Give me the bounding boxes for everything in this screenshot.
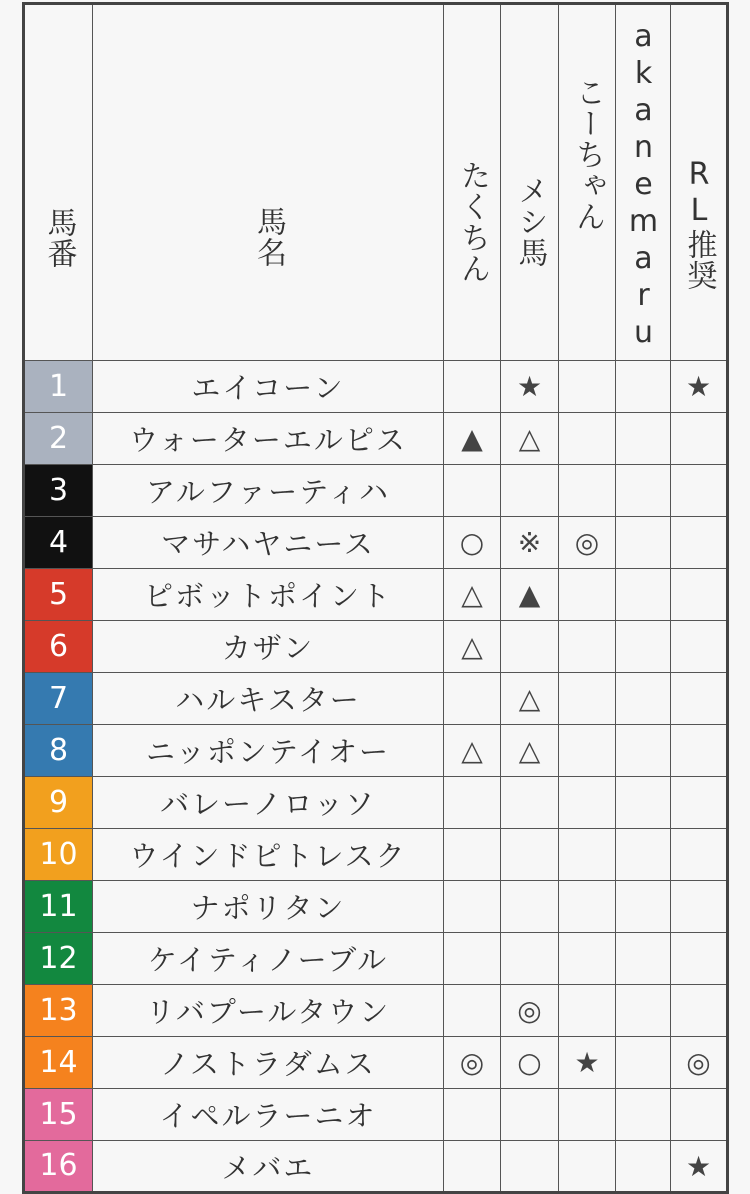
prediction-mark-cell: ◎ <box>559 517 616 569</box>
header-horse-number: 馬番 <box>24 4 93 361</box>
prediction-mark-cell <box>559 777 616 829</box>
horse-name-cell: アルファーティハ <box>93 465 444 517</box>
table-row <box>24 465 728 517</box>
prediction-mark-cell <box>444 985 501 1037</box>
prediction-mark-cell <box>559 829 616 881</box>
prediction-mark-cell: △ <box>501 725 559 777</box>
prediction-mark-cell: ★ <box>671 1141 728 1193</box>
horse-name-cell: ウインドピトレスク <box>93 829 444 881</box>
prediction-mark-cell <box>444 829 501 881</box>
prediction-mark-cell <box>444 777 501 829</box>
table-row <box>24 933 728 985</box>
prediction-mark-cell: ▲ <box>444 413 501 465</box>
prediction-mark-cell <box>616 517 671 569</box>
table-row <box>24 569 728 621</box>
prediction-mark-cell <box>616 413 671 465</box>
prediction-mark-cell <box>501 1141 559 1193</box>
horse-number-cell: 8 <box>24 725 93 777</box>
horse-name-cell: ナポリタン <box>93 881 444 933</box>
prediction-mark-cell <box>616 1037 671 1089</box>
horse-name-cell: マサハヤニース <box>93 517 444 569</box>
horse-name-cell: エイコーン <box>93 361 444 413</box>
horse-number-cell: 14 <box>24 1037 93 1089</box>
prediction-mark-cell <box>559 621 616 673</box>
horse-name-cell: ハルキスター <box>93 673 444 725</box>
horse-number-cell: 7 <box>24 673 93 725</box>
header-predictor-kochan: こーちゃん <box>559 4 616 361</box>
prediction-mark-cell: △ <box>444 725 501 777</box>
horse-rows <box>24 361 728 1193</box>
horse-name-cell: メバエ <box>93 1141 444 1193</box>
prediction-mark-cell <box>501 777 559 829</box>
prediction-mark-cell <box>444 361 501 413</box>
horse-number-cell: 15 <box>24 1089 93 1141</box>
prediction-mark-cell <box>616 881 671 933</box>
prediction-mark-cell <box>616 1141 671 1193</box>
horse-number-cell: 9 <box>24 777 93 829</box>
table-row <box>24 413 728 465</box>
prediction-mark-cell: ○ <box>501 1037 559 1089</box>
header-predictor-akanemaru: akanemaru <box>616 4 671 361</box>
horse-name-cell: ピボットポイント <box>93 569 444 621</box>
horse-name-cell: ケイティノーブル <box>93 933 444 985</box>
prediction-mark-cell <box>444 673 501 725</box>
horse-number-cell: 1 <box>24 361 93 413</box>
prediction-mark-cell <box>616 985 671 1037</box>
table-row <box>24 829 728 881</box>
prediction-mark-cell <box>444 933 501 985</box>
horse-number-cell: 12 <box>24 933 93 985</box>
prediction-mark-cell: ○ <box>444 517 501 569</box>
horse-name-cell: ニッポンテイオー <box>93 725 444 777</box>
prediction-mark-cell <box>501 621 559 673</box>
header-predictor-meshiuma: メシ馬 <box>501 4 559 361</box>
horse-number-cell: 4 <box>24 517 93 569</box>
table-row <box>24 1141 728 1193</box>
prediction-mark-cell: ◎ <box>671 1037 728 1089</box>
prediction-mark-cell <box>559 569 616 621</box>
prediction-mark-cell <box>559 465 616 517</box>
table-row <box>24 881 728 933</box>
horse-number-cell: 5 <box>24 569 93 621</box>
prediction-mark-cell <box>671 621 728 673</box>
prediction-mark-cell <box>559 413 616 465</box>
horse-name-cell: ウォーターエルピス <box>93 413 444 465</box>
prediction-mark-cell: △ <box>501 413 559 465</box>
prediction-mark-cell <box>559 673 616 725</box>
prediction-mark-cell <box>671 933 728 985</box>
horse-name-cell: バレーノロッソ <box>93 777 444 829</box>
prediction-mark-cell <box>559 985 616 1037</box>
prediction-mark-cell <box>616 933 671 985</box>
prediction-mark-cell <box>559 725 616 777</box>
prediction-mark-cell <box>616 673 671 725</box>
prediction-mark-cell: ★ <box>671 361 728 413</box>
prediction-mark-cell: ▲ <box>501 569 559 621</box>
prediction-mark-cell <box>671 777 728 829</box>
prediction-mark-cell <box>501 933 559 985</box>
prediction-mark-cell <box>671 673 728 725</box>
prediction-mark-cell <box>616 361 671 413</box>
prediction-mark-cell: ★ <box>559 1037 616 1089</box>
prediction-mark-cell <box>616 1089 671 1141</box>
horse-name-cell: ノストラダムス <box>93 1037 444 1089</box>
horse-name-cell: カザン <box>93 621 444 673</box>
prediction-mark-cell <box>444 1141 501 1193</box>
prediction-mark-cell <box>616 569 671 621</box>
prediction-mark-cell <box>559 933 616 985</box>
table-row <box>24 1089 728 1141</box>
horse-number-cell: 2 <box>24 413 93 465</box>
table-row <box>24 361 728 413</box>
table-row <box>24 725 728 777</box>
horse-number-cell: 16 <box>24 1141 93 1193</box>
prediction-mark-cell <box>501 829 559 881</box>
header-row <box>24 4 728 361</box>
prediction-mark-cell <box>616 829 671 881</box>
prediction-mark-cell <box>671 725 728 777</box>
prediction-mark-cell <box>559 1089 616 1141</box>
prediction-mark-cell <box>501 1089 559 1141</box>
prediction-mark-cell <box>671 413 728 465</box>
prediction-mark-cell <box>501 465 559 517</box>
horse-number-cell: 11 <box>24 881 93 933</box>
prediction-mark-cell <box>671 517 728 569</box>
prediction-mark-cell: ◎ <box>444 1037 501 1089</box>
horse-number-cell: 13 <box>24 985 93 1037</box>
header-predictor-rl: RL推奨 <box>671 4 728 361</box>
prediction-mark-cell: ◎ <box>501 985 559 1037</box>
table-row <box>24 777 728 829</box>
prediction-mark-cell: ★ <box>501 361 559 413</box>
prediction-mark-cell <box>616 777 671 829</box>
prediction-mark-cell <box>559 881 616 933</box>
prediction-mark-cell <box>444 881 501 933</box>
prediction-mark-cell: △ <box>444 621 501 673</box>
horse-name-cell: イペルラーニオ <box>93 1089 444 1141</box>
prediction-mark-cell <box>671 1089 728 1141</box>
header-predictor-takuchin: たくちん <box>444 4 501 361</box>
prediction-mark-cell: △ <box>501 673 559 725</box>
prediction-mark-cell <box>559 361 616 413</box>
prediction-mark-cell: ※ <box>501 517 559 569</box>
header-horse-name: 馬名 <box>93 4 444 361</box>
horse-name-cell: リバプールタウン <box>93 985 444 1037</box>
table-row <box>24 1037 728 1089</box>
prediction-mark-cell <box>671 881 728 933</box>
prediction-mark-cell <box>616 621 671 673</box>
prediction-mark-cell <box>671 569 728 621</box>
prediction-mark-cell <box>616 465 671 517</box>
horse-number-cell: 10 <box>24 829 93 881</box>
horse-number-cell: 3 <box>24 465 93 517</box>
table-row <box>24 673 728 725</box>
table-row <box>24 985 728 1037</box>
prediction-mark-cell <box>501 881 559 933</box>
table-row <box>24 621 728 673</box>
prediction-mark-cell <box>671 829 728 881</box>
prediction-mark-cell: △ <box>444 569 501 621</box>
prediction-mark-cell <box>444 1089 501 1141</box>
prediction-mark-cell <box>671 465 728 517</box>
prediction-mark-cell <box>559 1141 616 1193</box>
prediction-mark-cell <box>616 725 671 777</box>
prediction-table <box>22 2 729 1194</box>
prediction-mark-cell <box>444 465 501 517</box>
prediction-mark-cell <box>671 985 728 1037</box>
horse-number-cell: 6 <box>24 621 93 673</box>
table-row <box>24 517 728 569</box>
